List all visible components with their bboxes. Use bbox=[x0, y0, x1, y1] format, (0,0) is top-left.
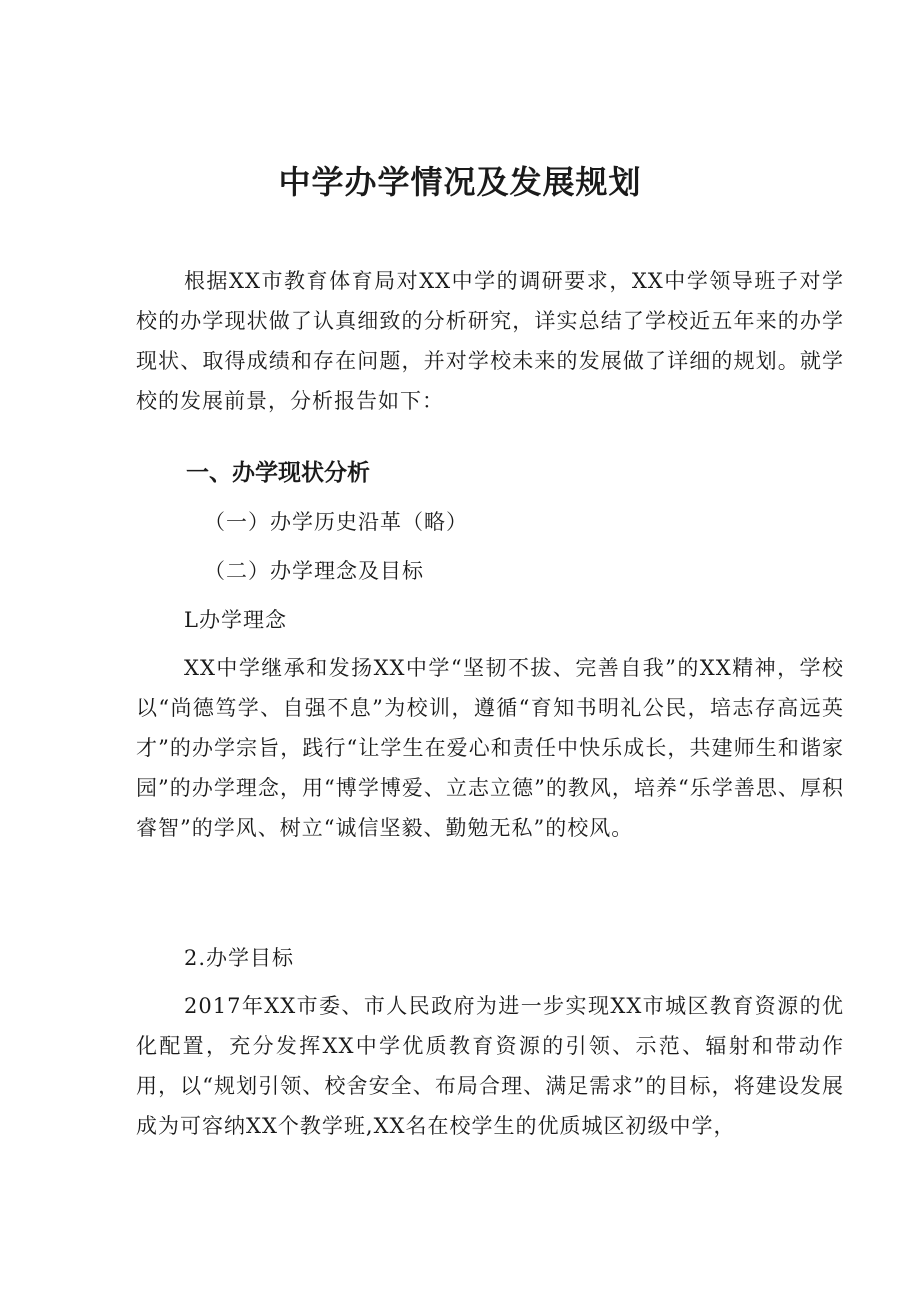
document-title: 中学办学情况及发展规划 bbox=[278, 163, 642, 201]
philosophy-paragraph: XX中学继承和发扬XX中学“坚韧不拔、完善自我”的XX精神，学校以“尚德笃学、自强不息”为校训，遵循“育知书明礼公民，培志存高远英才”的办学宗旨，践行“让学生在爱心和责任中快乐成长，共建师生和谐家园”的办学理念，用“博学博爱、立志立德”的教风，培养“乐学善思、厚积睿智”的学风、树立“诚信坚毅、勤勉无私”的校风。 bbox=[136, 656, 844, 840]
intro-paragraph: 根据XX市教育体育局对XX中学的调研要求，XX中学领导班子对学校的办学现状做了认真细致的分析研究，详实总结了学校近五年来的办学现状、取得成绩和存在问题，并对学校未来的发展做了详细的规划。就学校的发展前景，分析报告如下： bbox=[136, 269, 844, 413]
item-philosophy-label: L办学理念 bbox=[184, 608, 287, 632]
subsection-philosophy: （二）办学理念及目标 bbox=[204, 559, 424, 583]
goal-paragraph: 2017年XX市委、市人民政府为进一步实现XX市城区教育资源的优化配置，充分发挥XX中学优质教育资源的引领、示范、辐射和带动作用，以“规划引领、校舍安全、布局合理、满足需求”的目标，将建设发展成为可容纳XX个教学班,XX名在校学生的优质城区初级中学， bbox=[136, 994, 844, 1138]
subsection-history: （一）办学历史沿革（略） bbox=[204, 510, 468, 534]
item-goal-label: 2.办学目标 bbox=[184, 946, 295, 970]
section-heading-1: 一、办学现状分析 bbox=[186, 460, 370, 486]
